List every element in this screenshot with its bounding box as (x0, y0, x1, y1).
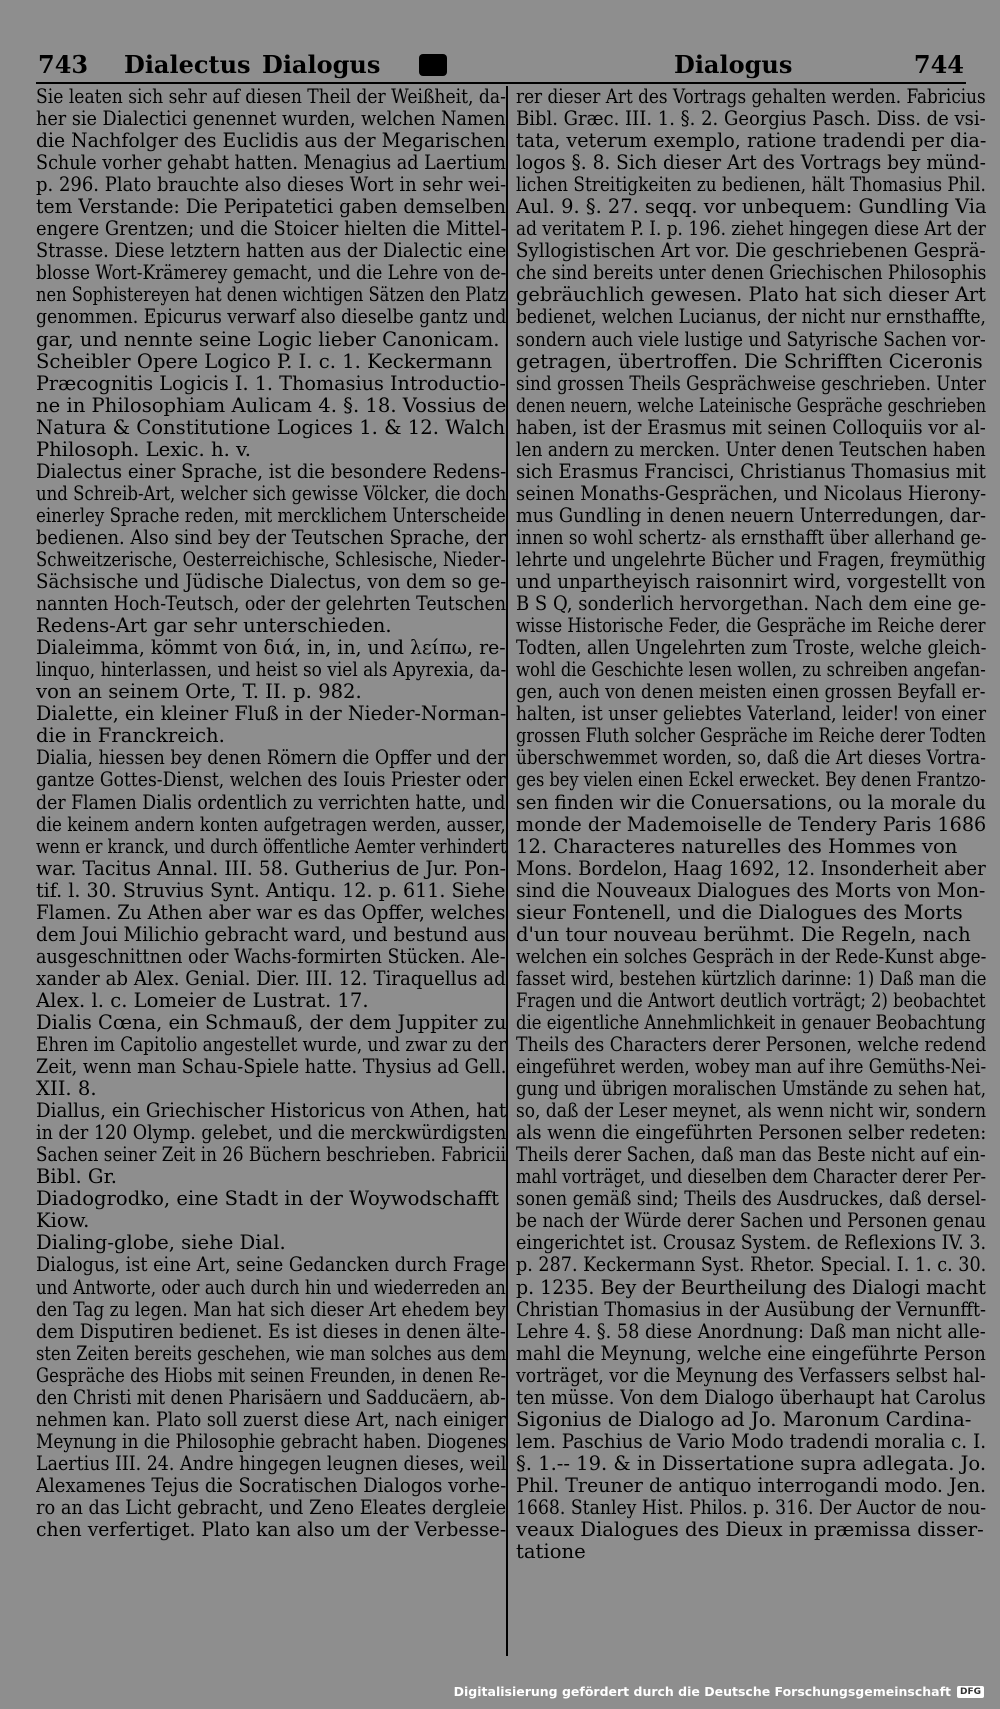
text-line: p. 296. Plato brauchte also dieses Wort in sehr wei- (36, 174, 507, 197)
text-line: Dialectus einer Sprache, ist die besondere Redens- (36, 460, 506, 483)
text-line: Phil. Treuner de antiquo interrogandi modo. Jen. (516, 1474, 986, 1497)
text-line: welchen ein solches Gespräch in der Rede-Kunst abge- (516, 945, 987, 968)
text-line: Dialeimma, kömmt von διά, in, in, und λείπω, re- (36, 637, 506, 660)
text-line: Sie leaten sich sehr auf diesen Theil der Weißheit, da- (36, 86, 506, 108)
text-line: den Tag zu legen. Man hat sich dieser Art ehedem bey (36, 1298, 506, 1321)
text-line: engere Grentzen; und die Stoicer hielten die Mittel- (36, 218, 507, 241)
text-line: Flamen. Zu Athen aber war es das Opffer, welches (36, 901, 506, 924)
text-line: Strasse. Diese letztern hatten aus der Dialectic eine (36, 240, 506, 263)
text-line: seinen Monaths-Gesprächen, und Nicolaus Hierony- (516, 482, 987, 505)
text-line: ad veritatem P. I. p. 196. ziehet hingegen diese Art der (516, 218, 986, 241)
text-line: sondern auch viele lustige und Satyrische Sachen vor- (516, 328, 986, 351)
text-line: tem Verstande: Die Peripatetici gaben demselben (36, 196, 506, 219)
text-line: B S Q, sonderlich hervorgethan. Nach dem eine ge- (516, 593, 987, 616)
text-line: Kiow. (36, 1210, 90, 1233)
text-line: die keinem andern konten aufgetragen werden, ausser, (36, 813, 506, 836)
page-header (34, 44, 966, 84)
text-line: Bibl. Græc. III. 1. §. 2. Georgius Pasch. Diss. de vsi- (516, 108, 986, 131)
text-line: von an seinem Orte, T. II. p. 982. (36, 681, 362, 704)
text-line: gen, auch von denen meisten einen grossen Beyfall er- (516, 681, 986, 704)
text-line: Sächsische und Jüdische Dialectus, von dem so ge- (36, 571, 507, 594)
text-line: den Christi mit denen Pharisäern und Sadducäern, ab- (36, 1386, 506, 1409)
text-line: Fragen und die Antwort deutlich vorträgt; 2) beobachtet (516, 989, 986, 1012)
text-line: Mons. Bordelon, Haag 1692, 12. Insonderheit aber (516, 857, 986, 880)
text-line: mus Gundling in denen neuern Unterredungen, dar- (516, 504, 987, 527)
text-line: sen finden wir die Conuersations, ou la morale du (516, 791, 986, 814)
text-line: Schule vorher gehabt hatten. Menagius ad Laertium (36, 152, 506, 175)
text-line: logos §. 8. Sich dieser Art des Vortrags bey münd- (516, 152, 986, 175)
text-line: be nach der Würde derer Sachen und Personen genau (516, 1210, 987, 1233)
text-line: Dialia, hiessen bey denen Römern die Opffer und der (36, 747, 506, 770)
page-footer (454, 1684, 984, 1699)
text-line: Lehre 4. §. 58 diese Anordnung: Daß man nicht alle- (516, 1320, 986, 1343)
text-line: Præcognitis Logicis I. 1. Thomasius Introductio- (36, 372, 506, 395)
text-line: ne in Philosophiam Aulicam 4. §. 18. Vossius de (36, 394, 506, 417)
text-line: wenn er kranck, und durch öffentliche Aemter verhindert (36, 835, 507, 858)
text-line: dem Joui Milichio gebracht ward, und bestund aus (36, 923, 506, 946)
text-line: sind grossen Theils Gesprächweise geschrieben. Unter (516, 372, 986, 395)
text-line: Sachen seiner Zeit in 26 Büchern beschrieben. Fabricii (36, 1144, 506, 1167)
text-line: che sind bereits unter denen Griechischen Philosophis (516, 262, 986, 285)
right-page-number: 744 (913, 50, 964, 79)
text-line: Theils derer Sachen, daß man das Beste nicht auf ein- (516, 1144, 986, 1167)
text-line: §. 1.-- 19. & in Dissertatione supra adlegata. Jo. (516, 1452, 987, 1475)
text-line: mahl die Meynung, welche eine eingeführte Person (516, 1342, 986, 1365)
text-line: Meynung in die Philosophie gebracht haben. Diogenes (36, 1430, 507, 1453)
text-line: nen Sophistereyen hat denen wichtigen Sätzen den Platz (36, 284, 507, 307)
text-line: die in Franckreich. (36, 725, 225, 748)
column-divider (506, 86, 508, 1656)
text-line: lichen Streitigkeiten zu bedienen, hält Thomasius Phil. (516, 174, 986, 197)
text-line: wohl die Geschichte lesen wollen, zu schreiben angefan- (516, 659, 986, 682)
right-column (516, 86, 986, 1563)
left-running-head: Dialectus (124, 50, 251, 79)
text-line: getragen, übertroffen. Die Schrifften Ciceronis (516, 350, 983, 373)
text-line: fasset wird, bestehen kürtzlich darinne: 1) Daß man die (516, 967, 987, 990)
text-line: d'un tour nouveau berühmt. Die Regeln, nach (516, 923, 971, 946)
text-line: bedienet, welchen Lucianus, der nicht nur ernsthaffte, (516, 306, 986, 329)
text-line: Ehren im Capitolio angestellet wurde, und zwar zu der (36, 1034, 507, 1057)
text-line: grossen Fluth solcher Gespräche im Reiche derer Todten (516, 725, 986, 748)
text-line: Redens-Art gar sehr unterschieden. (36, 615, 392, 638)
text-line: und Antworte, oder auch durch hin und wiederreden an (36, 1276, 506, 1299)
text-line: ten müsse. Von dem Dialogo überhaupt hat Carolus (516, 1386, 986, 1409)
dfg-logo-icon: DFG (957, 1686, 984, 1698)
text-line: p. 287. Keckermann Syst. Rhetor. Special. I. 1. c. 30. (516, 1254, 987, 1277)
text-line: gung und übrigen moralischen Umstände zu sehen hat, (516, 1078, 986, 1101)
text-line: Dialing-globe, siehe Dial. (36, 1232, 286, 1255)
text-line: Christian Thomasius in der Ausübung der Vernunfft- (516, 1298, 986, 1321)
text-line: nehmen kan. Plato soll zuerst diese Art, nach einiger (36, 1408, 506, 1431)
text-line: war. Tacitus Annal. III. 58. Gutherius de Jur. Pon- (36, 857, 506, 880)
text-line: nannten Hoch-Teutsch, oder der gelehrten Teutschen (36, 593, 506, 616)
text-line: halten, ist unser geliebtes Vaterland, leider! von einer (516, 703, 987, 726)
text-line: Diallus, ein Griechischer Historicus von Athen, hat (36, 1100, 507, 1123)
text-line: und Schreib-Art, welcher sich gewisse Völcker, die doch (36, 482, 507, 505)
text-line: sieur Fontenell, und die Dialogues des Morts (516, 901, 963, 924)
text-line: tata, veterum exemplo, ratione tradendi per dia- (516, 130, 986, 153)
text-line: ro an das Licht gebracht, und Zeno Eleates dergleie (36, 1497, 506, 1519)
text-line: Natura & Constitutione Logices 1. & 12. Walch (36, 416, 506, 439)
text-line: Dialis Cœna, ein Schmauß, der dem Juppiter zu (36, 1011, 507, 1034)
text-line: sonen gemäß sind; Theils des Ausdruckes, daß dersel- (516, 1188, 987, 1211)
text-line: der Flamen Dialis ordentlich zu verrichten hatte, und (36, 791, 506, 814)
text-line: haben, ist der Erasmus mit seinen Colloquiis vor al- (516, 416, 986, 439)
text-line: wisse Historische Feder, die Gespräche im Reiche derer (516, 615, 986, 638)
left-running-head-2: Dialogus (262, 50, 381, 79)
text-line: blosse Wort-Krämerey gemacht, und die Lehre von de- (36, 262, 507, 285)
text-line: vorträget, vor die Meynung des Verfassers selbst hal- (516, 1364, 986, 1387)
ink-blot-icon (419, 54, 447, 76)
text-line: Sigonius de Dialogo ad Jo. Maronum Cardina- (516, 1408, 972, 1431)
text-line: Scheibler Opere Logico P. I. c. 1. Keckermann (36, 350, 493, 373)
text-line: gar, und nennte seine Logic lieber Canonicam. (36, 328, 500, 351)
text-line: sten Zeiten bereits geschehen, wie man solches aus dem (36, 1342, 507, 1365)
text-line: bedienen. Also sind bey der Teutschen Sprache, der (36, 526, 506, 549)
text-line: p. 1235. Bey der Beurtheilung des Dialogi macht (516, 1276, 986, 1299)
left-column (36, 86, 506, 1541)
text-line: die Nachfolger des Euclidis aus der Megarischen (36, 130, 506, 153)
text-line: her sie Dialectici genennet wurden, welchen Namen (36, 108, 506, 131)
text-line: 12. Characteres naturelles des Hommes von (516, 835, 958, 858)
text-line: Todten, allen Ungelehrten zum Troste, welche gleich- (516, 637, 987, 660)
text-line: Alex. l. c. Lomeier de Lustrat. 17. (36, 989, 369, 1012)
text-line: dem Disputiren bedienet. Es ist dieses in denen älte- (36, 1320, 506, 1343)
text-line: monde der Mademoiselle de Tendery Paris 1686 (516, 813, 986, 836)
text-line: Syllogistischen Art vor. Die geschriebenen Gesprä- (516, 240, 986, 263)
left-page-number: 743 (38, 50, 89, 79)
text-line: ausgeschnittnen oder Wachs-formirten Stücken. Ale- (36, 945, 506, 968)
text-line: eingeführet werden, wobey man auf ihre Gemüths-Nei- (516, 1056, 986, 1079)
text-line: tatione (516, 1541, 586, 1564)
text-line: XII. 8. (36, 1078, 97, 1101)
text-line: als wenn die eingeführten Personen selber redeten: (516, 1122, 987, 1145)
text-line: gantze Gottes-Dienst, welchen des Iouis Priester oder (36, 769, 506, 792)
text-line: einerley Sprache reden, mit mercklichem Unterscheide (36, 504, 506, 527)
text-line: und unpartheyisch raisonnirt wird, vorgestellt von (516, 571, 986, 594)
text-line: gebräuchlich gewesen. Plato hat sich dieser Art (516, 284, 986, 307)
text-line: lehrte und ungelehrte Bücher und Fragen, freymüthig (516, 548, 986, 571)
text-line: lem. Paschius de Vario Modo tradendi moralia c. I. (516, 1430, 986, 1453)
text-line: Diadogrodko, eine Stadt in der Woywodschafft (36, 1188, 500, 1211)
text-line: xander ab Alex. Genial. Dier. III. 12. Tiraquellus ad (36, 967, 506, 990)
text-line: chen verfertiget. Plato kan also um der Verbesse- (36, 1519, 506, 1542)
text-line: in der 120 Olymp. gelebet, und die merckwürdigsten (36, 1122, 507, 1145)
footer-credit: Digitalisierung gefördert durch die Deutsche Forschungsgemeinschaft (453, 1684, 951, 1699)
text-line: Dialette, ein kleiner Fluß in der Nieder-Norman- (36, 703, 506, 726)
text-line: Zeit, wenn man Schau-Spiele hatte. Thysius ad Gell. (36, 1056, 507, 1079)
text-line: Laertius III. 24. Andre hingegen leugnen dieses, weil (36, 1452, 506, 1475)
text-line: 1668. Stanley Hist. Philos. p. 316. Der Auctor de nou- (516, 1497, 986, 1519)
text-line: Bibl. Gr. (36, 1166, 118, 1189)
right-running-head: Dialogus (674, 50, 793, 79)
text-line: überschwemmet worden, so, daß die Art dieses Vortra- (516, 747, 986, 770)
header-rule (36, 82, 966, 84)
text-line: Dialogus, ist eine Art, seine Gedancken durch Frage (36, 1254, 506, 1277)
text-line: Gespräche des Hiobs mit seinen Freunden, in denen Re- (36, 1364, 507, 1387)
text-line: die eigentliche Annehmlichkeit in genauer Beobachtung (516, 1011, 986, 1034)
text-line: sind die Nouveaux Dialogues des Morts von Mon- (516, 879, 986, 902)
text-line: veaux Dialogues des Dieux in præmissa disser- (516, 1519, 984, 1542)
text-line: denen neuern, welche Lateinische Gespräche geschrieben (516, 394, 987, 417)
text-line: sich Erasmus Francisci, Christianus Thomasius mit (516, 460, 986, 483)
text-line: len andern zu mercken. Unter denen Teutschen haben (516, 438, 986, 461)
text-line: Theils des Characters derer Personen, welche redend (516, 1034, 986, 1057)
text-line: rer dieser Art des Vortrags gehalten werden. Fabricius (516, 86, 986, 108)
text-line: linquo, hinterlassen, und heist so viel als Apyrexia, da- (36, 659, 507, 682)
text-line: ges bey vielen einen Eckel erwecket. Bey denen Frantzo- (516, 769, 986, 792)
text-line: so, daß der Leser meynet, als wenn nicht wir, sondern (516, 1100, 987, 1123)
text-line: innen so wohl schertz- als ernsthafft über allerhand ge- (516, 526, 987, 549)
text-line: tif. l. 30. Struvius Synt. Antiqu. 12. p. 611. Siehe (36, 879, 506, 902)
text-line: mahl vorträget, und dieselben dem Character derer Per- (516, 1166, 986, 1189)
text-line: genommen. Epicurus verwarf also dieselbe gantz und (36, 306, 506, 329)
text-line: Aul. 9. §. 27. seqq. vor unbequem: Gundling Via (516, 196, 987, 219)
text-line: Philosoph. Lexic. h. v. (36, 438, 252, 461)
text-line: Alexamenes Tejus die Socratischen Dialogos vorhe- (36, 1474, 507, 1497)
text-line: Schweitzerische, Oesterreichische, Schlesische, Nieder- (36, 548, 506, 571)
text-line: eingerichtet ist. Crousaz System. de Reflexions IV. 3. (516, 1232, 986, 1255)
